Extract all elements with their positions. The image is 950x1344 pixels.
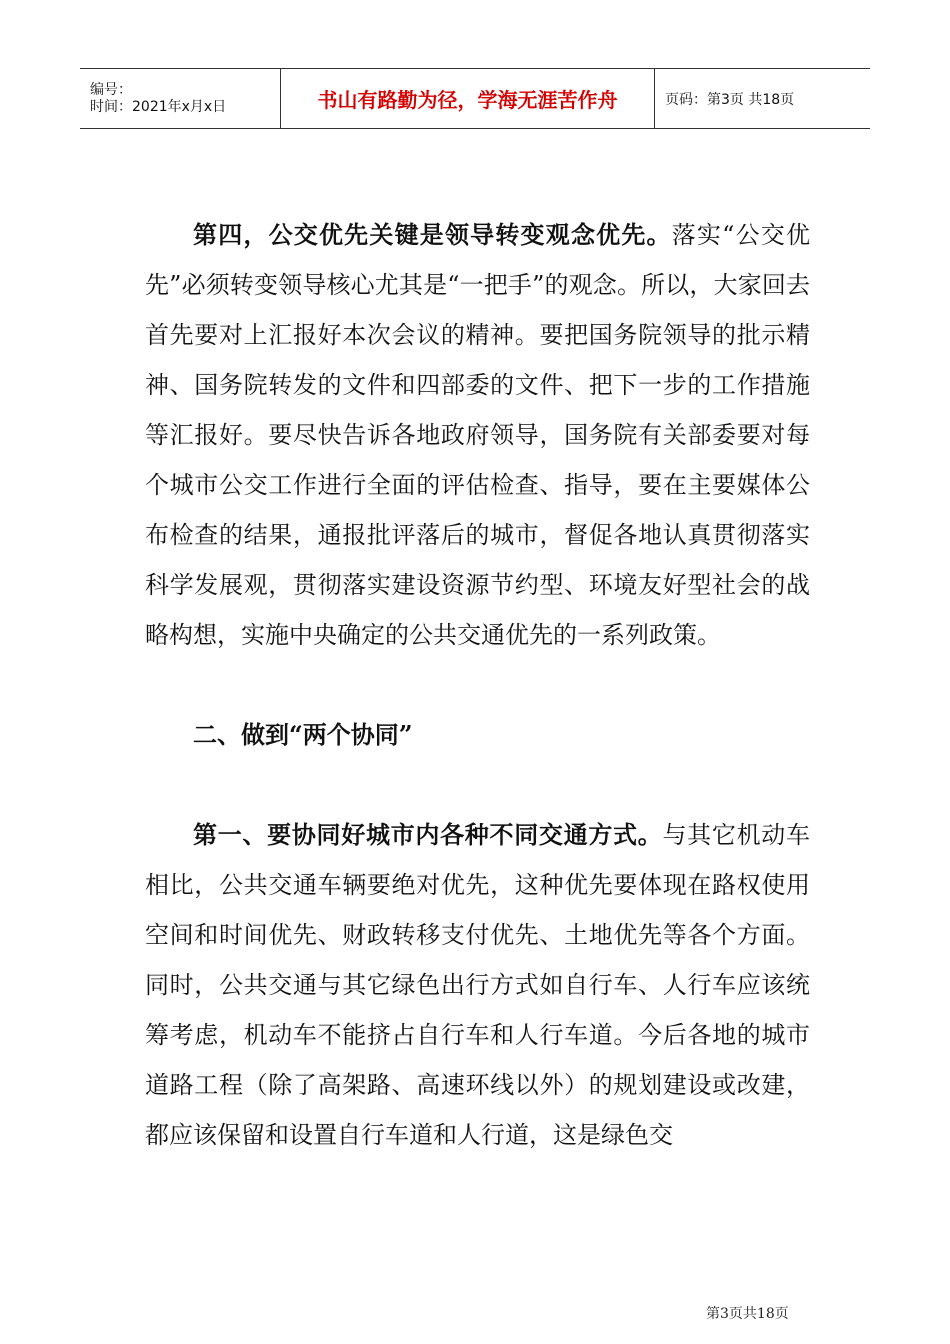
paragraph-coordination-text: 与其它机动车相比，公共交通车辆要绝对优先，这种优先要体现在路权使用空间和时间优先、财政转移支付优先、土地优先等各个方面。同时，公共交通与其它绿色出行方式如自行车、人行车应该统筹考虑，机动车不能挤占自行车和人行车道。今后各地的城市道路工程（除了高架路、高速环线以外）的规划建设或改建，都应该保留和设置自行车道和人行道，这是绿色交 <box>145 821 811 1149</box>
paragraph-coordination <box>145 810 810 1160</box>
header-meta-cell <box>80 69 281 128</box>
paragraph-leadership-text: 落实“公交优先”必须转变领导核心尤其是“一把手”的观念。所以，大家回去首先要对上汇报好本次会议的精神。要把国务院领导的批示精神、国务院转发的文件和四部委的文件、把下一步的工作措施等汇报好。要尽快告诉各地政府领导，国务院有关部委要对每个城市公交工作进行全面的评估检查、指导，要在主要媒体公布检查的结果，通报批评落后的城市，督促各地认真贯彻落实科学发展观，贯彻落实建设资源节约型、环境友好型社会的战略构想，实施中央确定的公共交通优先的一系列政策。 <box>145 221 810 649</box>
header-number-label: 编号： <box>90 81 132 98</box>
header-page-cell <box>655 69 870 128</box>
paragraph-leadership <box>145 210 810 660</box>
document-body <box>145 210 810 1160</box>
header-date-label: 时间：2021年x月x日 <box>90 98 227 115</box>
document-header <box>80 68 870 129</box>
paragraph-coordination-lead: 第一、要协同好城市内各种不同交通方式。 <box>193 820 663 849</box>
page-footer: 第3页共18页 <box>706 1306 789 1322</box>
paragraph-leadership-lead: 第四，公交优先关键是领导转变观念优先。 <box>193 220 672 249</box>
header-motto-cell <box>281 69 655 128</box>
spacer <box>145 760 810 810</box>
header-page-info: 页码：第3页 共18页 <box>665 91 795 108</box>
section-heading: 二、做到“两个协同” <box>193 720 413 749</box>
spacer <box>145 660 810 710</box>
header-motto: 书山有路勤为径，学海无涯苦作舟 <box>317 88 618 112</box>
